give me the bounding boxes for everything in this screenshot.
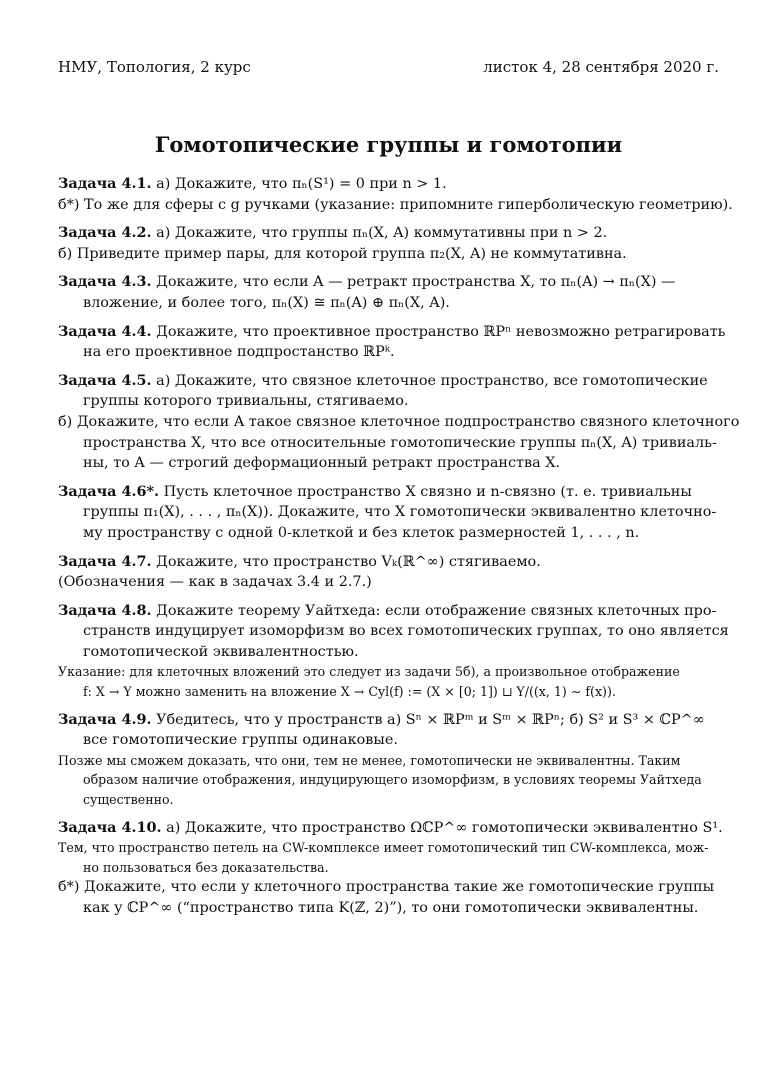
- problem-text: а) Докажите, что группы πₙ(X, A) коммутативны при n > 2.: [151, 225, 608, 242]
- problem-text: гомотопической эквивалентностью.: [83, 643, 359, 660]
- header-course: НМУ, Топология, 2 курс: [58, 58, 251, 76]
- problem-text: му пространству с одной 0-клеткой и без клеток размерностей 1, . . . , n.: [83, 524, 640, 541]
- problem-text: а) Докажите, что связное клеточное пространство, все гомотопические: [151, 372, 708, 389]
- problem-text: группы π₁(X), . . . , πₙ(X)). Докажите, что X гомотопически эквивалентно клеточно-: [83, 504, 717, 521]
- problem-text: б) Докажите, что если A такое связное клеточное подпространство связного клеточного: [58, 413, 740, 430]
- problem-text: как у ℂP^∞ (“пространство типа K(ℤ, 2)”), то они гомотопически эквивалентны.: [83, 900, 699, 916]
- problem-text: Пусть клеточное пространство X связно и n-связно (т. е. тривиальны: [159, 483, 692, 500]
- problem-4-1: [58, 174, 733, 215]
- note-text: Тем, что пространство петель на CW-комплексе имеет гомотопический тип CW-комплекса, мож-: [58, 840, 709, 856]
- note-text: f: X → Y можно заменить на вложение X → Cyl(f) := (X × [0; 1]) ⊔ Y/((x, 1) ∼ f(x)).: [83, 684, 616, 700]
- problem-text: все гомотопические группы одинаковые.: [83, 732, 398, 749]
- problem-text: б*) Докажите, что если у клеточного пространства такие же гомотопические группы: [58, 879, 715, 896]
- problem-text: а) Докажите, что пространство ΩℂP^∞ гомотопически эквивалентно S¹.: [161, 819, 723, 836]
- note-text: образом наличие отображения, индуцирующего изоморфизм, в условиях теоремы Уайтхеда: [83, 772, 702, 788]
- problem-4-4: [58, 322, 726, 363]
- problem-text: а) Докажите, что πₙ(S¹) = 0 при n > 1.: [151, 176, 447, 192]
- page-title: Гомотопические группы и гомотопии: [154, 132, 623, 157]
- remark-note: [58, 751, 720, 810]
- remark-note: [58, 838, 720, 877]
- note-text: существенно.: [83, 792, 174, 808]
- problem-text: Убедитесь, что у пространств а) Sⁿ × ℝPᵐ и Sᵐ × ℝPⁿ; б) S² и S³ × ℂP^∞: [151, 711, 705, 728]
- problem-id: Задача 4.8.: [58, 601, 152, 619]
- problem-id: Задача 4.6*.: [58, 482, 160, 500]
- problem-text: Докажите теорему Уайтхеда: если отображение связных клеточных про-: [151, 602, 717, 619]
- hint-note: [58, 662, 720, 701]
- note-text: Указание: для клеточных вложений это следует из задачи 5б), а произвольное отображение: [58, 664, 680, 680]
- problem-4-9: [58, 710, 720, 810]
- problem-text: Докажите, что проективное пространство ℝPⁿ невозможно ретрагировать: [151, 323, 726, 340]
- problem-text: Докажите, что пространство Vₖ(ℝ^∞) стягиваемо.: [151, 553, 541, 570]
- problem-4-8: [58, 601, 729, 702]
- problem-text: пространства X, что все относительные гомотопические группы πₙ(X, A) тривиаль-: [83, 434, 717, 451]
- problem-text: б) Приведите пример пары, для которой группа π₂(X, A) не коммутативна.: [58, 245, 627, 262]
- problem-text: странств индуцирует изоморфизм во всех гомотопических группах, то оно является: [83, 623, 729, 640]
- problem-id: Задача 4.4.: [58, 322, 152, 340]
- page-header: [58, 57, 719, 77]
- problem-4-7: [58, 552, 720, 593]
- problem-text: б*) То же для сферы с g ручками (указание: припомните гиперболическую геометрию).: [58, 196, 733, 213]
- note-text: Позже мы сможем доказать, что они, тем не менее, гомотопически не эквивалентны. Таким: [58, 752, 681, 768]
- problem-4-6: [58, 482, 720, 544]
- problem-4-3: [58, 272, 720, 313]
- problem-text: (Обозначения — как в задачах 3.4 и 2.7.): [58, 574, 372, 591]
- note-text: но пользоваться без доказательства.: [83, 859, 329, 875]
- problem-list: [58, 174, 740, 927]
- problem-id: Задача 4.9.: [58, 710, 152, 728]
- problem-text: на его проективное подпростанство ℝPᵏ.: [83, 344, 395, 361]
- problem-4-5: [58, 371, 740, 474]
- problem-text: ны, то A — строгий деформационный ретракт пространства X.: [83, 455, 561, 472]
- problem-id: Задача 4.3.: [58, 273, 152, 291]
- problem-id: Задача 4.7.: [58, 552, 152, 570]
- problem-4-10: [58, 818, 723, 919]
- problem-id: Задача 4.5.: [58, 371, 152, 389]
- problem-id: Задача 4.10.: [58, 818, 162, 836]
- problem-id: Задача 4.2.: [58, 224, 152, 242]
- problem-text: вложение, и более того, πₙ(X) ≅ πₙ(A) ⊕ πₙ(X, A).: [83, 294, 450, 311]
- problem-text: Докажите, что если A — ретракт пространства X, то πₙ(A) → πₙ(X) —: [151, 274, 676, 291]
- problem-id: Задача 4.1.: [58, 175, 152, 192]
- problem-text: группы которого тривиальны, стягиваемо.: [83, 393, 409, 410]
- header-sheet-date: листок 4, 28 сентября 2020 г.: [483, 58, 719, 76]
- problem-4-2: [58, 223, 720, 264]
